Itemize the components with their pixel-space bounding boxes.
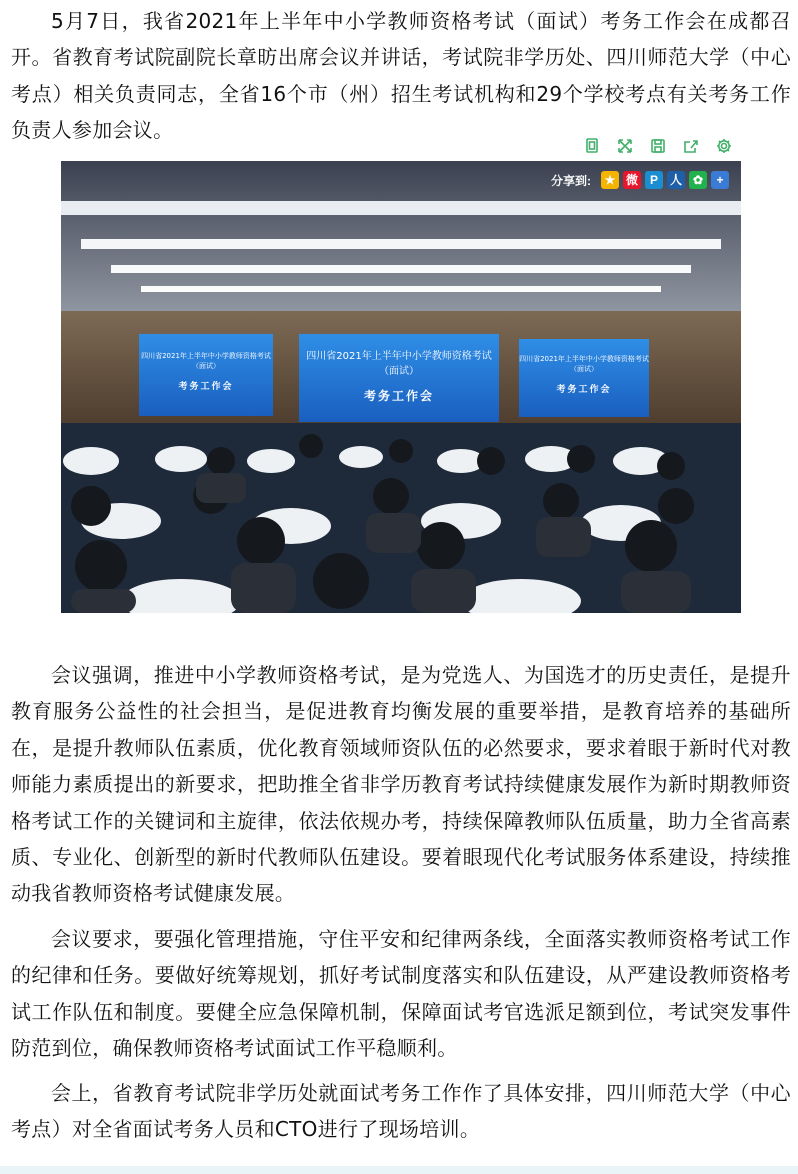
- right-screen-subtitle: 考务工作会: [556, 385, 612, 395]
- meeting-photo: [61, 161, 741, 613]
- paragraph-requirements: 会议要求，要强化管理措施，守住平安和纪律两条线，全面落实教师资格考试工作的纪律和任务。要做好统筹规划，抓好考试制度落实和队伍建设，从严建设教师资格考试工作队伍和制度。要健全应急保障机制，保障面试考官选派足额到位，考试突发事件防范到位，确保教师资格考试面试工作平稳顺利。: [11, 927, 791, 1061]
- renren-share-icon[interactable]: 人: [667, 171, 685, 189]
- left-screen-title: 四川省2021年上半年中小学教师资格考试（面试）: [141, 352, 271, 370]
- settings-icon[interactable]: [711, 133, 737, 159]
- footer-strip: [0, 1166, 798, 1174]
- weibo-share-icon[interactable]: 微: [623, 171, 641, 189]
- paragraph-arrangements: 会上，省教育考试院非学历处就面试考务工作作了具体安排，四川师范大学（中心考点）对全省面试考务人员和CTO进行了现场培训。: [11, 1081, 791, 1142]
- paragraph-emphasis: 会议强调，推进中小学教师资格考试，是为党选人、为国选才的历史责任，是提升教育服务公益性的社会担当，是促进教育均衡发展的重要举措，是教育培养的基础所在，是提升教师队伍素质，优化教育领域师资队伍的必然要求，要求着眼于新时代对教师能力素质提出的新要求，把助推全省非学历教育考试持续健康发展作为新时期教师资格考试工作的关键词和主旋律，依法依规办考，持续保障教师队伍质量，助力全省高素质、专业化、创新型的新时代教师队伍建设。要着眼现代化考试服务体系建设，持续推动我省教师资格考试健康发展。: [11, 663, 791, 906]
- center-screen-title: 四川省2021年上半年中小学教师资格考试（面试）: [306, 351, 492, 377]
- fullscreen-icon[interactable]: [612, 133, 638, 159]
- center-screen-subtitle: 考务工作会: [363, 389, 434, 403]
- wechat-share-icon[interactable]: ✿: [689, 171, 707, 189]
- share-label: 分享到:: [551, 173, 591, 188]
- export-icon[interactable]: [678, 133, 704, 159]
- right-screen-title: 四川省2021年上半年中小学教师资格考试（面试）: [519, 355, 649, 373]
- paragraph-intro: 5月7日，我省2021年上半年中小学教师资格考试（面试）考务工作会在成都召开。省教育考试院副院长章昉出席会议并讲话，考试院非学历处、四川师范大学（中心考点）相关负责同志，全省16个市（州）招生考试机构和29个学校考点有关考务工作负责人参加会议。: [11, 9, 791, 143]
- left-screen-subtitle: 考务工作会: [178, 382, 234, 392]
- image-toolbar: [575, 129, 741, 163]
- share-bar: [551, 169, 729, 191]
- tencent-share-icon[interactable]: P: [645, 171, 663, 189]
- more-share-icon[interactable]: +: [711, 171, 729, 189]
- save-icon[interactable]: [645, 133, 671, 159]
- qzone-share-icon[interactable]: ★: [601, 171, 619, 189]
- copy-icon[interactable]: [579, 133, 605, 159]
